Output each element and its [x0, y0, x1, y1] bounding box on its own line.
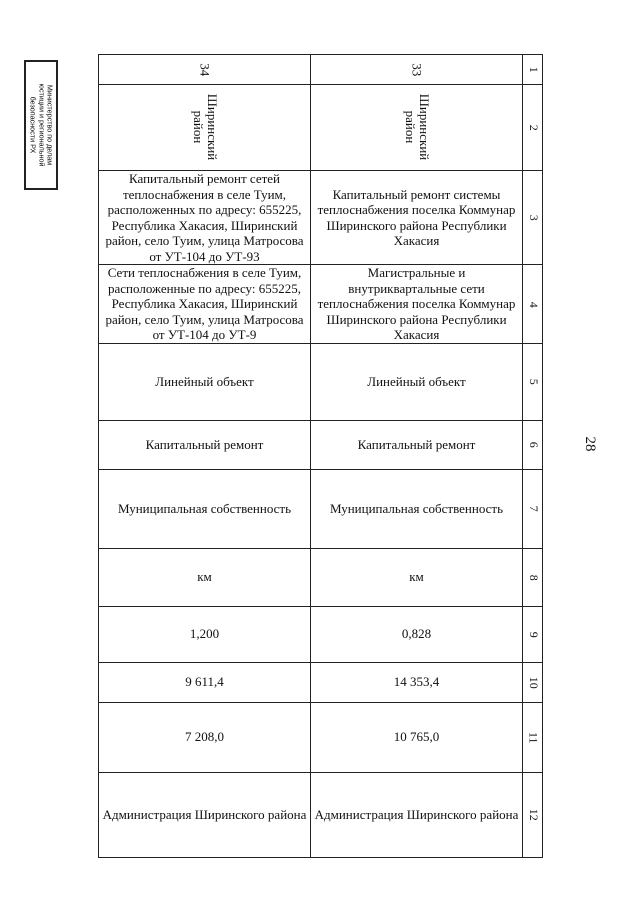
data-table: [98, 54, 543, 858]
cell-row34-col7: Муниципальная собственность: [99, 469, 311, 548]
column-number-1: 1: [523, 55, 543, 85]
column-number-9: 9: [523, 606, 543, 662]
table-row-col-10: [99, 662, 543, 702]
column-number-2: 2: [523, 85, 543, 171]
column-number-7: 7: [523, 469, 543, 548]
column-number-5: 5: [523, 343, 543, 420]
cell-row34-col2: Ширинский район: [99, 85, 311, 171]
cell-row34-col11: 7 208,0: [99, 702, 311, 772]
cell-row33-col6: Капитальный ремонт: [311, 420, 523, 469]
cell-row34-col9: 1,200: [99, 606, 311, 662]
cell-row34-col12: Администрация Ширинского района: [99, 772, 311, 857]
cell-row34-col10: 9 611,4: [99, 662, 311, 702]
page-number: 28: [582, 436, 598, 452]
ministry-stamp: [24, 60, 58, 190]
cell-row33-col4: Магистральные и внутриквартальные сети теплоснабжения поселка Коммунар Ширинского района Республики Хакасия: [311, 265, 523, 344]
column-number-4: 4: [523, 265, 543, 344]
table-row-col-9: [99, 606, 543, 662]
table-row-col-6: [99, 420, 543, 469]
cell-row33-col5: Линейный объект: [311, 343, 523, 420]
table-row-col-1: [99, 55, 543, 85]
table-row-col-2: [99, 85, 543, 171]
cell-row33-col10: 14 353,4: [311, 662, 523, 702]
column-number-12: 12: [523, 772, 543, 857]
table-row-col-5: [99, 343, 543, 420]
cell-row34-col4: Сети теплоснабжения в селе Туим, расположенные по адресу: 655225, Республика Хакасия, Ширинский район, село Туим, улица Матросова от УТ-104 до УТ-9: [99, 265, 311, 344]
table-row-col-4: [99, 265, 543, 344]
stamp-line-3: безопасности РХ: [28, 96, 38, 154]
cell-row33-col2: Ширинский район: [311, 85, 523, 171]
cell-row34-col8: км: [99, 548, 311, 606]
table-row-col-11: [99, 702, 543, 772]
column-number-11: 11: [523, 702, 543, 772]
table-row-col-12: [99, 772, 543, 857]
cell-row33-col11: 10 765,0: [311, 702, 523, 772]
table-row-col-3: [99, 171, 543, 265]
cell-row33-col12: Администрация Ширинского района: [311, 772, 523, 857]
cell-row34-col3: Капитальный ремонт сетей теплоснабжения в селе Туим, расположенных по адресу: 655225, Республика Хакасия, Ширинский район, село Туим, улица Матросова от УТ-104 до УТ-93: [99, 171, 311, 265]
cell-row34-col5: Линейный объект: [99, 343, 311, 420]
cell-row34-col6: Капитальный ремонт: [99, 420, 311, 469]
stamp-line-1: Министерство по делам: [45, 84, 55, 166]
cell-row33-col3: Капитальный ремонт системы теплоснабжения поселка Коммунар Ширинского района Республики Хакасия: [311, 171, 523, 265]
cell-row33-col7: Муниципальная собственность: [311, 469, 523, 548]
stamp-text: [28, 61, 53, 189]
table-row-col-8: [99, 548, 543, 606]
column-number-8: 8: [523, 548, 543, 606]
column-number-6: 6: [523, 420, 543, 469]
stamp-line-2: юстиции и региональной: [37, 83, 47, 167]
cell-row33-col9: 0,828: [311, 606, 523, 662]
column-number-10: 10: [523, 662, 543, 702]
table-row-col-7: [99, 469, 543, 548]
cell-row34-col1: 34: [99, 55, 311, 85]
cell-row33-col1: 33: [311, 55, 523, 85]
cell-row33-col8: км: [311, 548, 523, 606]
column-number-3: 3: [523, 171, 543, 265]
